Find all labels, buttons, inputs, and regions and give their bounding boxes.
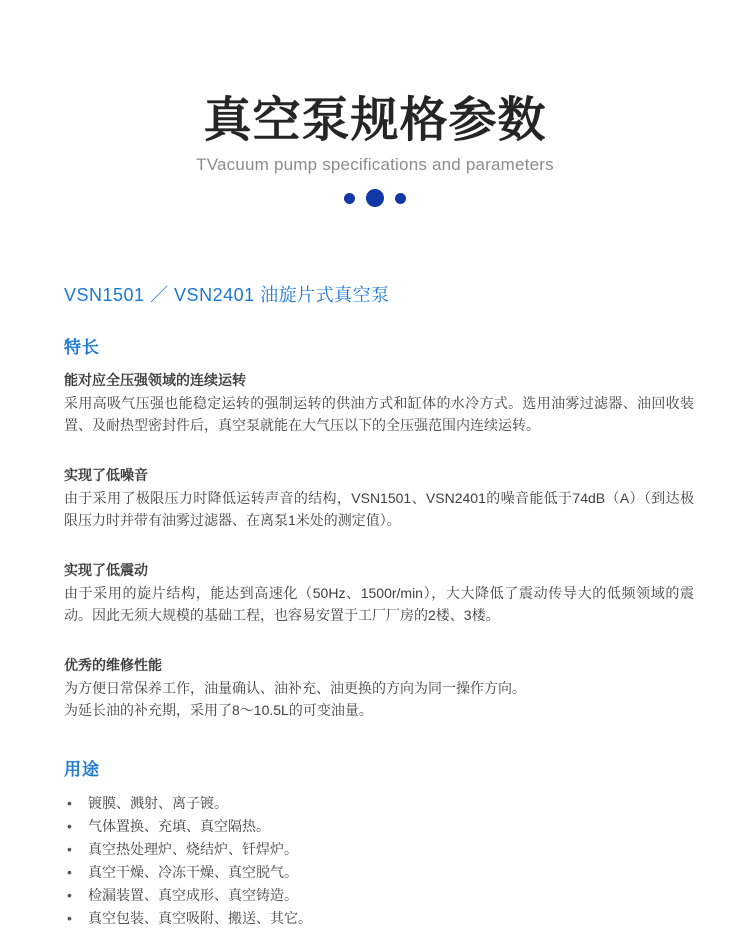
usage-item: • 真空热处理炉、烧结炉、钎焊炉。	[64, 838, 694, 861]
feature-body: 采用高吸气压强也能稳定运转的强制运转的供油方式和缸体的水冷方式。选用油雾过滤器、油回收装置、及耐热型密封件后，真空泵就能在大气压以下的全压强范围内连续运转。	[64, 395, 694, 434]
usage-item: • 镀膜、溅射、离子镀。	[64, 792, 694, 815]
dot-icon	[395, 193, 406, 204]
usage-item: • 真空包装、真空吸附、搬送、其它。	[64, 907, 694, 930]
feature-heading: 能对应全压强领域的连续运转	[64, 372, 246, 389]
title-dots	[0, 189, 750, 207]
feature-body: 由于采用了极限压力时降低运转声音的结构，VSN1501、VSN2401的噪音能低于74dB（A）（到达极限压力时并带有油雾过滤器、在离泵1米处的测定值）。	[64, 490, 694, 529]
feature-body: 由于采用的旋片结构，能达到高速化（50Hz、1500r/min），大大降低了震动传导大的低频领域的震动。因此无须大规模的基础工程，也容易安置于工厂厂房的2楼、3楼。	[64, 585, 694, 624]
feature-block	[64, 559, 694, 626]
feature-heading: 优秀的维修性能	[64, 657, 162, 674]
feature-body: 为方便日常保养工作，油量确认、油补充、油更换的方向为同一操作方向。	[64, 680, 526, 697]
section-heading-usage: 用途	[64, 760, 100, 780]
page-subtitle: TVacuum pump specifications and parameters	[196, 155, 554, 175]
model-heading: VSN1501 ／ VSN2401 油旋片式真空泵	[64, 285, 390, 306]
page-header	[0, 0, 750, 207]
usage-item: • 气体置换、充填、真空隔热。	[64, 815, 694, 838]
feature-block	[64, 654, 694, 721]
dot-icon	[344, 193, 355, 204]
feature-block	[64, 369, 694, 436]
feature-block	[64, 464, 694, 531]
page-title: 真空泵规格参数	[203, 94, 547, 147]
main-content	[64, 281, 694, 930]
section-heading-features: 特长	[64, 338, 100, 358]
feature-heading: 实现了低震动	[64, 562, 148, 579]
usage-list	[64, 792, 694, 930]
usage-item: • 检漏装置、真空成形、真空铸造。	[64, 884, 694, 907]
dot-icon	[366, 189, 384, 207]
feature-body: 为延长油的补充期，采用了8～10.5L的可变油量。	[64, 702, 373, 719]
usage-item: • 真空干燥、冷冻干燥、真空脱气。	[64, 861, 694, 884]
feature-heading: 实现了低噪音	[64, 467, 148, 484]
